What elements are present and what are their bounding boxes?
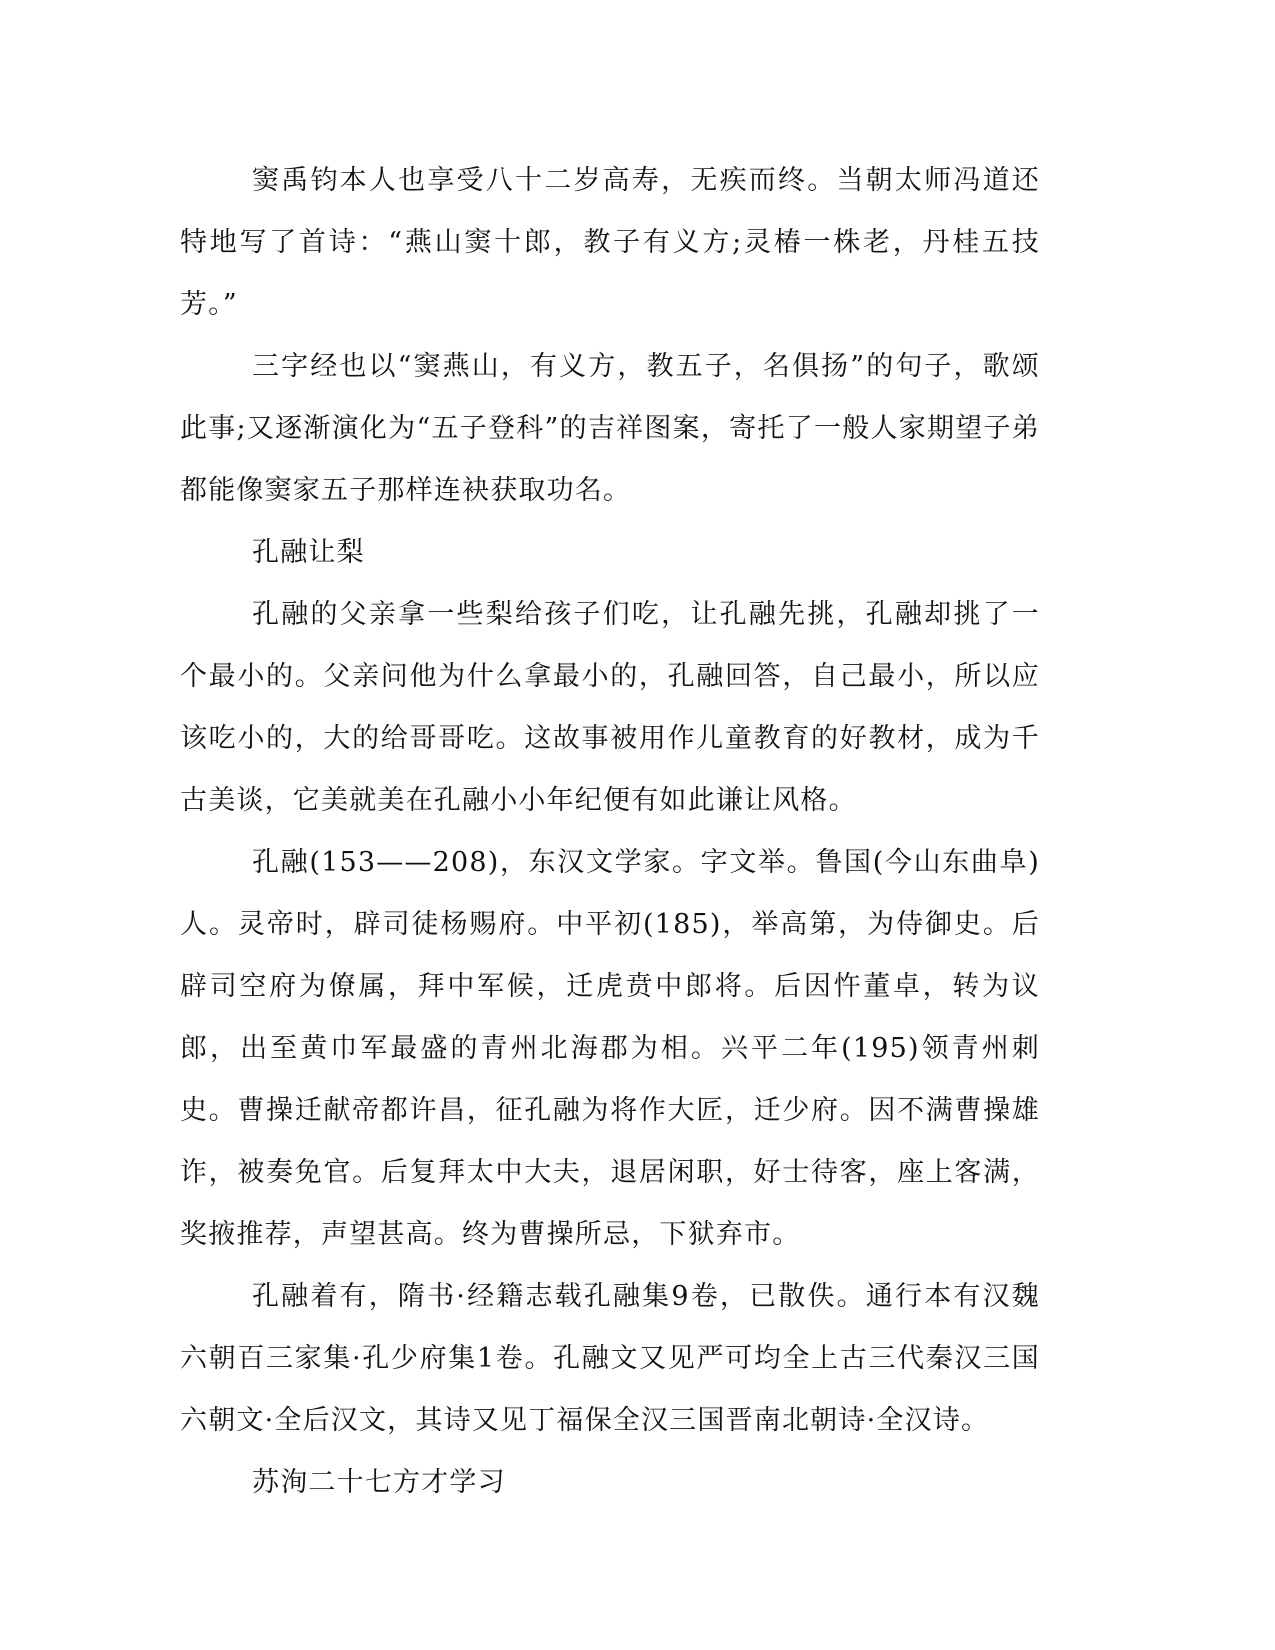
document-body [180,150,1040,1514]
paragraph: 孔融的父亲拿一些梨给孩子们吃，让孔融先挑，孔融却挑了一个最小的。父亲问他为什么拿最小的，孔融回答，自己最小，所以应该吃小的，大的给哥哥吃。这故事被用作儿童教育的好教材，成为千古美谈，它美就美在孔融小小年纪便有如此谦让风格。 [180,599,1040,816]
paragraph: 三字经也以“窦燕山，有义方，教五子，名俱扬”的句子，歌颂此事;又逐渐演化为“五子登科”的吉祥图案，寄托了一般人家期望子弟都能像窦家五子那样连袂获取功名。 [180,351,1040,506]
paragraph: 窦禹钧本人也享受八十二岁高寿，无疾而终。当朝太师冯道还特地写了首诗：“燕山窦十郎，教子有义方;灵椿一株老，丹桂五技芳。” [180,165,1040,320]
section-heading: 孔融让梨 [252,537,365,568]
paragraph: 孔融着有，隋书·经籍志载孔融集9卷，已散佚。通行本有汉魏六朝百三家集·孔少府集1卷。孔融文又见严可均全上古三代秦汉三国六朝文·全后汉文，其诗又见丁福保全汉三国晋南北朝诗·全汉诗。 [180,1281,1040,1436]
section-heading: 苏洵二十七方才学习 [252,1467,506,1498]
paragraph: 孔融(153——208)，东汉文学家。字文举。鲁国(今山东曲阜)人。灵帝时，辟司徒杨赐府。中平初(185)，举高第，为侍御史。后辟司空府为僚属，拜中军候，迁虎贲中郎将。后因忤董卓，转为议郎，出至黄巾军最盛的青州北海郡为相。兴平二年(195)领青州刺史。曹操迁献帝都许昌，征孔融为将作大匠，迁少府。因不满曹操雄诈，被奏免官。后复拜太中大夫，退居闲职，好士待客，座上客满，奖掖推荐，声望甚高。终为曹操所忌，下狱弃市。 [180,847,1040,1250]
